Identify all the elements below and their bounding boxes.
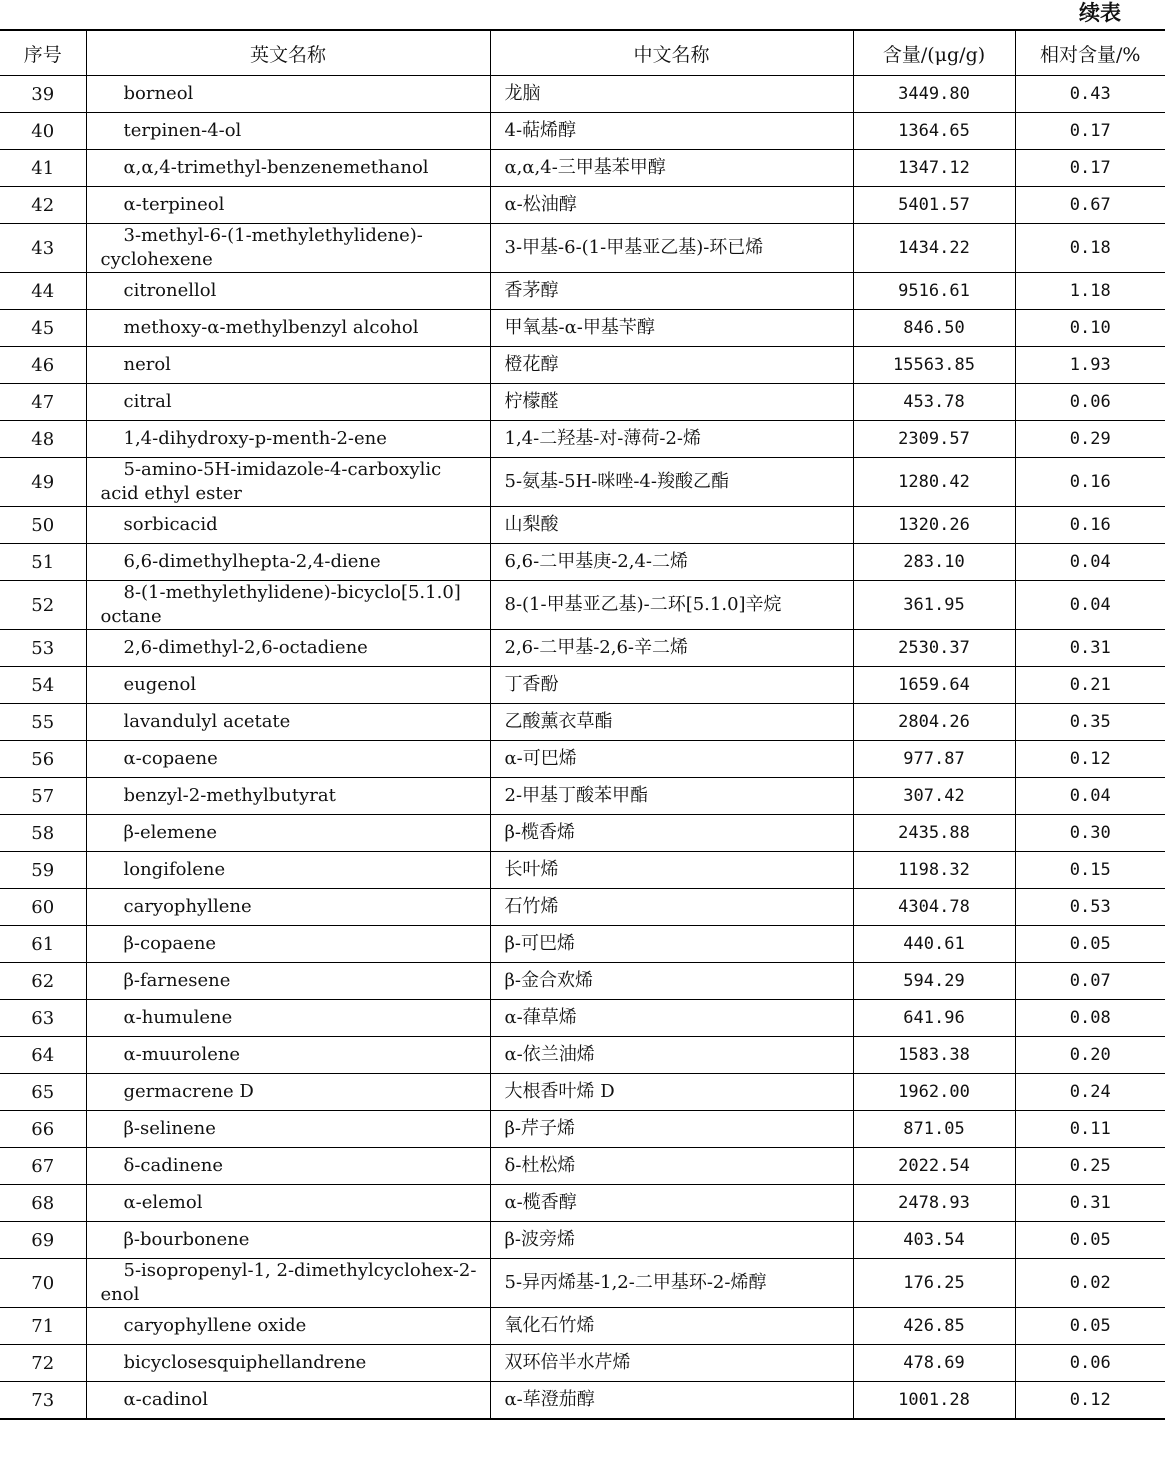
cell-index: 43 xyxy=(0,224,86,273)
header-index: 序号 xyxy=(0,30,86,76)
cell-index: 72 xyxy=(0,1345,86,1382)
cell-english-name: terpinen-4-ol xyxy=(86,113,490,150)
table-row xyxy=(0,704,1165,741)
cell-chinese-name: α-荜澄茄醇 xyxy=(490,1382,853,1420)
cell-english-name: α-terpineol xyxy=(86,187,490,224)
cell-content: 594.29 xyxy=(853,963,1015,1000)
cell-content: 453.78 xyxy=(853,384,1015,421)
cell-relative-content: 0.31 xyxy=(1015,1185,1165,1222)
table-row xyxy=(0,384,1165,421)
cell-content: 2435.88 xyxy=(853,815,1015,852)
cell-content: 361.95 xyxy=(853,581,1015,630)
table-row xyxy=(0,76,1165,113)
cell-chinese-name: 3-甲基-6-(1-甲基亚乙基)-环已烯 xyxy=(490,224,853,273)
cell-english-name: β-copaene xyxy=(86,926,490,963)
cell-content: 1001.28 xyxy=(853,1382,1015,1420)
table-row xyxy=(0,458,1165,507)
table-row xyxy=(0,1345,1165,1382)
cell-chinese-name: 5-异丙烯基-1,2-二甲基环-2-烯醇 xyxy=(490,1259,853,1308)
cell-relative-content: 0.29 xyxy=(1015,421,1165,458)
cell-index: 70 xyxy=(0,1259,86,1308)
header-relative-content: 相对含量/% xyxy=(1015,30,1165,76)
cell-relative-content: 0.10 xyxy=(1015,310,1165,347)
cell-content: 426.85 xyxy=(853,1308,1015,1345)
cell-index: 62 xyxy=(0,963,86,1000)
cell-content: 1320.26 xyxy=(853,507,1015,544)
table-row xyxy=(0,421,1165,458)
cell-chinese-name: β-金合欢烯 xyxy=(490,963,853,1000)
cell-content: 846.50 xyxy=(853,310,1015,347)
cell-chinese-name: β-可巴烯 xyxy=(490,926,853,963)
cell-chinese-name: α,α,4-三甲基苯甲醇 xyxy=(490,150,853,187)
table-row xyxy=(0,741,1165,778)
cell-index: 47 xyxy=(0,384,86,421)
cell-relative-content: 0.12 xyxy=(1015,741,1165,778)
cell-english-name: α-humulene xyxy=(86,1000,490,1037)
cell-content: 641.96 xyxy=(853,1000,1015,1037)
cell-index: 42 xyxy=(0,187,86,224)
cell-content: 1280.42 xyxy=(853,458,1015,507)
cell-content: 307.42 xyxy=(853,778,1015,815)
cell-relative-content: 0.04 xyxy=(1015,581,1165,630)
cell-chinese-name: 6,6-二甲基庚-2,4-二烯 xyxy=(490,544,853,581)
cell-relative-content: 0.21 xyxy=(1015,667,1165,704)
table-row xyxy=(0,630,1165,667)
cell-english-name: 5-amino-5H-imidazole-4-carboxylic acid ethyl ester xyxy=(86,458,490,507)
cell-relative-content: 0.04 xyxy=(1015,778,1165,815)
cell-relative-content: 0.35 xyxy=(1015,704,1165,741)
table-row xyxy=(0,1308,1165,1345)
cell-english-name: β-bourbonene xyxy=(86,1222,490,1259)
cell-english-name: nerol xyxy=(86,347,490,384)
table-row xyxy=(0,1185,1165,1222)
cell-chinese-name: 乙酸薰衣草酯 xyxy=(490,704,853,741)
cell-index: 50 xyxy=(0,507,86,544)
cell-chinese-name: 大根香叶烯 D xyxy=(490,1074,853,1111)
cell-chinese-name: 双环倍半水芹烯 xyxy=(490,1345,853,1382)
cell-relative-content: 0.05 xyxy=(1015,1308,1165,1345)
table-row xyxy=(0,1148,1165,1185)
cell-relative-content: 1.18 xyxy=(1015,273,1165,310)
cell-english-name: α-elemol xyxy=(86,1185,490,1222)
cell-relative-content: 0.16 xyxy=(1015,507,1165,544)
cell-relative-content: 0.43 xyxy=(1015,76,1165,113)
cell-relative-content: 0.25 xyxy=(1015,1148,1165,1185)
cell-english-name: citronellol xyxy=(86,273,490,310)
cell-chinese-name: 2,6-二甲基-2,6-辛二烯 xyxy=(490,630,853,667)
cell-chinese-name: α-依兰油烯 xyxy=(490,1037,853,1074)
cell-english-name: eugenol xyxy=(86,667,490,704)
cell-english-name: citral xyxy=(86,384,490,421)
cell-content: 283.10 xyxy=(853,544,1015,581)
cell-content: 1434.22 xyxy=(853,224,1015,273)
cell-english-name: 1,4-dihydroxy-p-menth-2-ene xyxy=(86,421,490,458)
cell-chinese-name: 8-(1-甲基亚乙基)-二环[5.1.0]辛烷 xyxy=(490,581,853,630)
cell-chinese-name: 长叶烯 xyxy=(490,852,853,889)
cell-english-name: α-cadinol xyxy=(86,1382,490,1420)
cell-relative-content: 0.31 xyxy=(1015,630,1165,667)
cell-relative-content: 0.02 xyxy=(1015,1259,1165,1308)
cell-chinese-name: β-芹子烯 xyxy=(490,1111,853,1148)
cell-content: 15563.85 xyxy=(853,347,1015,384)
cell-english-name: lavandulyl acetate xyxy=(86,704,490,741)
cell-index: 44 xyxy=(0,273,86,310)
cell-relative-content: 0.17 xyxy=(1015,150,1165,187)
cell-english-name: 2,6-dimethyl-2,6-octadiene xyxy=(86,630,490,667)
cell-chinese-name: 氧化石竹烯 xyxy=(490,1308,853,1345)
cell-index: 55 xyxy=(0,704,86,741)
cell-relative-content: 0.20 xyxy=(1015,1037,1165,1074)
cell-index: 56 xyxy=(0,741,86,778)
cell-chinese-name: β-波旁烯 xyxy=(490,1222,853,1259)
table-row xyxy=(0,187,1165,224)
cell-index: 40 xyxy=(0,113,86,150)
cell-english-name: sorbicacid xyxy=(86,507,490,544)
table-row xyxy=(0,273,1165,310)
cell-english-name: 5-isopropenyl-1, 2-dimethylcyclohex-2-enol xyxy=(86,1259,490,1308)
cell-english-name: benzyl-2-methylbutyrat xyxy=(86,778,490,815)
cell-chinese-name: 柠檬醛 xyxy=(490,384,853,421)
cell-english-name: α,α,4-trimethyl-benzenemethanol xyxy=(86,150,490,187)
table-row xyxy=(0,963,1165,1000)
table-row xyxy=(0,1259,1165,1308)
cell-english-name: caryophyllene oxide xyxy=(86,1308,490,1345)
table-row xyxy=(0,1222,1165,1259)
cell-content: 1583.38 xyxy=(853,1037,1015,1074)
cell-index: 41 xyxy=(0,150,86,187)
cell-index: 57 xyxy=(0,778,86,815)
cell-index: 52 xyxy=(0,581,86,630)
cell-index: 46 xyxy=(0,347,86,384)
compound-table xyxy=(0,29,1165,1420)
cell-english-name: 6,6-dimethylhepta-2,4-diene xyxy=(86,544,490,581)
table-row xyxy=(0,113,1165,150)
header-chinese-name: 中文名称 xyxy=(490,30,853,76)
table-row xyxy=(0,852,1165,889)
cell-content: 9516.61 xyxy=(853,273,1015,310)
cell-chinese-name: β-榄香烯 xyxy=(490,815,853,852)
header-row xyxy=(0,30,1165,76)
cell-content: 176.25 xyxy=(853,1259,1015,1308)
cell-relative-content: 0.67 xyxy=(1015,187,1165,224)
cell-relative-content: 0.12 xyxy=(1015,1382,1165,1420)
table-body xyxy=(0,76,1165,1420)
cell-english-name: α-copaene xyxy=(86,741,490,778)
cell-content: 977.87 xyxy=(853,741,1015,778)
cell-relative-content: 0.17 xyxy=(1015,113,1165,150)
cell-content: 2804.26 xyxy=(853,704,1015,741)
cell-index: 63 xyxy=(0,1000,86,1037)
cell-chinese-name: 香茅醇 xyxy=(490,273,853,310)
table-row xyxy=(0,1037,1165,1074)
table-row xyxy=(0,1111,1165,1148)
cell-chinese-name: α-葎草烯 xyxy=(490,1000,853,1037)
cell-relative-content: 0.11 xyxy=(1015,1111,1165,1148)
cell-relative-content: 0.30 xyxy=(1015,815,1165,852)
cell-relative-content: 0.06 xyxy=(1015,1345,1165,1382)
table-row xyxy=(0,778,1165,815)
cell-content: 2530.37 xyxy=(853,630,1015,667)
cell-english-name: caryophyllene xyxy=(86,889,490,926)
table-row xyxy=(0,926,1165,963)
header-content: 含量/(μg/g) xyxy=(853,30,1015,76)
cell-content: 1198.32 xyxy=(853,852,1015,889)
table-row xyxy=(0,224,1165,273)
cell-relative-content: 0.24 xyxy=(1015,1074,1165,1111)
cell-chinese-name: α-可巴烯 xyxy=(490,741,853,778)
cell-index: 45 xyxy=(0,310,86,347)
cell-relative-content: 0.07 xyxy=(1015,963,1165,1000)
cell-index: 58 xyxy=(0,815,86,852)
table-row xyxy=(0,1000,1165,1037)
cell-english-name: β-selinene xyxy=(86,1111,490,1148)
cell-index: 39 xyxy=(31,83,55,105)
cell-index: 53 xyxy=(0,630,86,667)
cell-index: 51 xyxy=(0,544,86,581)
cell-chinese-name: 甲氧基-α-甲基苄醇 xyxy=(490,310,853,347)
cell-english-name: δ-cadinene xyxy=(86,1148,490,1185)
cell-content: 440.61 xyxy=(853,926,1015,963)
table-row xyxy=(0,815,1165,852)
cell-relative-content: 0.16 xyxy=(1015,458,1165,507)
cell-index: 65 xyxy=(0,1074,86,1111)
cell-chinese-name: 龙脑 xyxy=(490,76,853,113)
cell-chinese-name: α-松油醇 xyxy=(490,187,853,224)
cell-index: 68 xyxy=(0,1185,86,1222)
cell-content: 1962.00 xyxy=(853,1074,1015,1111)
cell-relative-content: 0.15 xyxy=(1015,852,1165,889)
cell-content: 1347.12 xyxy=(853,150,1015,187)
table-row xyxy=(0,310,1165,347)
table-row xyxy=(0,1074,1165,1111)
cell-chinese-name: 2-甲基丁酸苯甲酯 xyxy=(490,778,853,815)
table-row xyxy=(0,581,1165,630)
cell-content: 1364.65 xyxy=(853,113,1015,150)
cell-index: 59 xyxy=(0,852,86,889)
cell-chinese-name: 橙花醇 xyxy=(490,347,853,384)
table-row xyxy=(0,544,1165,581)
cell-chinese-name: 4-萜烯醇 xyxy=(490,113,853,150)
cell-content: 4304.78 xyxy=(853,889,1015,926)
cell-chinese-name: 石竹烯 xyxy=(490,889,853,926)
table-row xyxy=(0,507,1165,544)
cell-content: 478.69 xyxy=(853,1345,1015,1382)
cell-index: 49 xyxy=(0,458,86,507)
cell-chinese-name: α-榄香醇 xyxy=(490,1185,853,1222)
cell-english-name: β-elemene xyxy=(86,815,490,852)
header-english-name: 英文名称 xyxy=(86,30,490,76)
cell-chinese-name: δ-杜松烯 xyxy=(490,1148,853,1185)
cell-index: 73 xyxy=(0,1382,86,1420)
cell-index: 67 xyxy=(0,1148,86,1185)
cell-content: 403.54 xyxy=(853,1222,1015,1259)
cell-content: 2309.57 xyxy=(853,421,1015,458)
table-row xyxy=(0,347,1165,384)
cell-english-name: germacrene D xyxy=(86,1074,490,1111)
cell-relative-content: 0.08 xyxy=(1015,1000,1165,1037)
cell-english-name: borneol xyxy=(86,76,490,113)
table-row xyxy=(0,889,1165,926)
cell-index: 69 xyxy=(0,1222,86,1259)
cell-content: 871.05 xyxy=(853,1111,1015,1148)
cell-index: 61 xyxy=(0,926,86,963)
cell-index: 54 xyxy=(0,667,86,704)
cell-relative-content: 0.53 xyxy=(1015,889,1165,926)
table-row xyxy=(0,667,1165,704)
table-row xyxy=(0,150,1165,187)
cell-index: 64 xyxy=(0,1037,86,1074)
cell-content: 2022.54 xyxy=(853,1148,1015,1185)
cell-content: 1659.64 xyxy=(853,667,1015,704)
cell-chinese-name: 山梨酸 xyxy=(490,507,853,544)
cell-english-name: 3-methyl-6-(1-methylethylidene)-cyclohexene xyxy=(86,224,490,273)
cell-english-name: bicyclosesquiphellandrene xyxy=(86,1345,490,1382)
cell-index: 60 xyxy=(0,889,86,926)
cell-relative-content: 0.04 xyxy=(1015,544,1165,581)
cell-english-name: α-muurolene xyxy=(86,1037,490,1074)
cell-english-name: 8-(1-methylethylidene)-bicyclo[5.1.0] octane xyxy=(86,581,490,630)
cell-content: 2478.93 xyxy=(853,1185,1015,1222)
cell-chinese-name: 5-氨基-5H-咪唑-4-羧酸乙酯 xyxy=(490,458,853,507)
cell-index: 48 xyxy=(0,421,86,458)
cell-content: 5401.57 xyxy=(853,187,1015,224)
table-caption: 续表 xyxy=(1079,0,1121,25)
cell-content: 3449.80 xyxy=(853,76,1015,113)
cell-english-name: longifolene xyxy=(86,852,490,889)
table-row xyxy=(0,1382,1165,1420)
cell-relative-content: 0.05 xyxy=(1015,926,1165,963)
cell-relative-content: 0.05 xyxy=(1015,1222,1165,1259)
cell-index: 66 xyxy=(0,1111,86,1148)
cell-relative-content: 1.93 xyxy=(1015,347,1165,384)
cell-chinese-name: 1,4-二羟基-对-薄荷-2-烯 xyxy=(490,421,853,458)
cell-chinese-name: 丁香酚 xyxy=(490,667,853,704)
cell-index: 71 xyxy=(0,1308,86,1345)
cell-english-name: β-farnesene xyxy=(86,963,490,1000)
cell-relative-content: 0.18 xyxy=(1015,224,1165,273)
cell-relative-content: 0.06 xyxy=(1015,384,1165,421)
cell-english-name: methoxy-α-methylbenzyl alcohol xyxy=(86,310,490,347)
